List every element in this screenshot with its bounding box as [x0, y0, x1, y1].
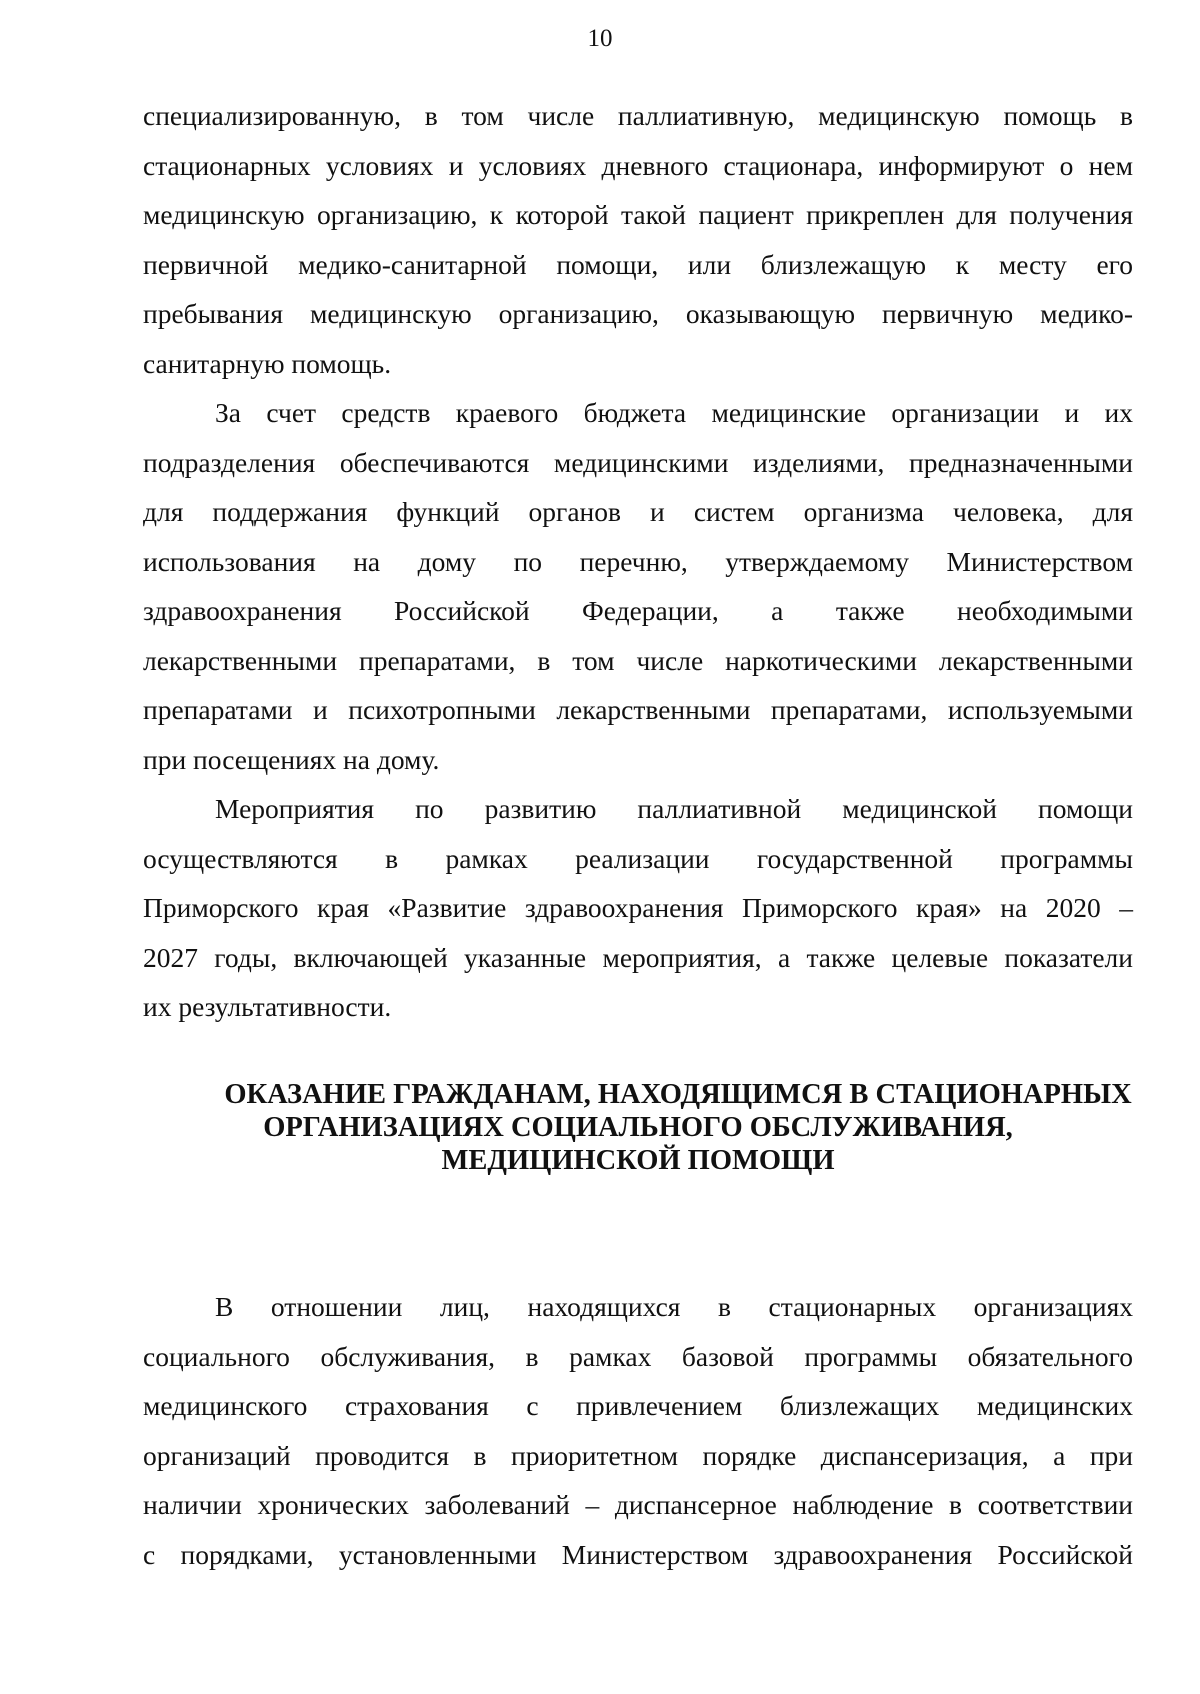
body-text-bottom [143, 1282, 1133, 1579]
text-line: Приморского края «Развитие здравоохранения Приморского края» на 2020 – [143, 892, 1133, 923]
text-line: Мероприятия по развитию паллиативной медицинской помощи [215, 793, 1133, 824]
text-line: использования на дому по перечню, утверждаемому Министерством [143, 545, 1133, 577]
heading-line: МЕДИЦИНСКОЙ ПОМОЩИ [441, 1145, 835, 1176]
heading-line: ОКАЗАНИЕ ГРАЖДАНАМ, НАХОДЯЩИМСЯ В СТАЦИОНАРНЫХ [224, 1079, 1132, 1110]
text-line: стационарных условиях и условиях дневного стационара, информируют о нем [143, 149, 1133, 181]
text-line: их результативности. [143, 991, 392, 1022]
text-line: при посещениях на дому. [143, 743, 440, 775]
text-line: специализированную, в том числе паллиативную, медицинскую помощь в [143, 100, 1133, 131]
text-line: первичной медико-санитарной помощи, или близлежащую к месту его [143, 248, 1133, 280]
text-line: За счет средств краевого бюджета медицинские организации и их [215, 397, 1133, 428]
text-line: организаций проводится в приоритетном порядке диспансеризация, а при [143, 1439, 1133, 1471]
text-line: санитарную помощь. [143, 347, 392, 379]
text-line: с порядками, установленными Министерством здравоохранения Российской [143, 1538, 1133, 1570]
text-line: В отношении лиц, находящихся в стационарных организациях [215, 1291, 1133, 1322]
text-line: медицинскую организацию, к которой такой пациент прикреплен для получения [143, 199, 1133, 230]
text-line: подразделения обеспечиваются медицинскими изделиями, предназначенными [143, 446, 1133, 478]
text-line: препаратами и психотропными лекарственными препаратами, используемыми [143, 694, 1133, 725]
section-heading [143, 1078, 1133, 1177]
heading-line: ОРГАНИЗАЦИЯХ СОЦИАЛЬНОГО ОБСЛУЖИВАНИЯ, [263, 1112, 1013, 1143]
text-line: наличии хронических заболеваний – диспансерное наблюдение в соответствии [143, 1489, 1133, 1520]
text-line: здравоохранения Российской Федерации, а также необходимыми [143, 595, 1133, 626]
text-line: социального обслуживания, в рамках базовой программы обязательного [143, 1340, 1133, 1372]
body-text-top [143, 91, 1133, 1032]
page-number: 10 [587, 25, 613, 52]
text-line: для поддержания функций органов и систем организма человека, для [143, 496, 1133, 527]
text-line: медицинского страхования с привлечением близлежащих медицинских [143, 1390, 1133, 1421]
text-line: лекарственными препаратами, в том числе наркотическими лекарственными [143, 644, 1133, 676]
text-line: осуществляются в рамках реализации государственной программы [143, 842, 1133, 874]
text-line: пребывания медицинскую организацию, оказывающую первичную медико- [143, 298, 1133, 329]
text-line: 2027 годы, включающей указанные мероприятия, а также целевые показатели [143, 941, 1133, 973]
